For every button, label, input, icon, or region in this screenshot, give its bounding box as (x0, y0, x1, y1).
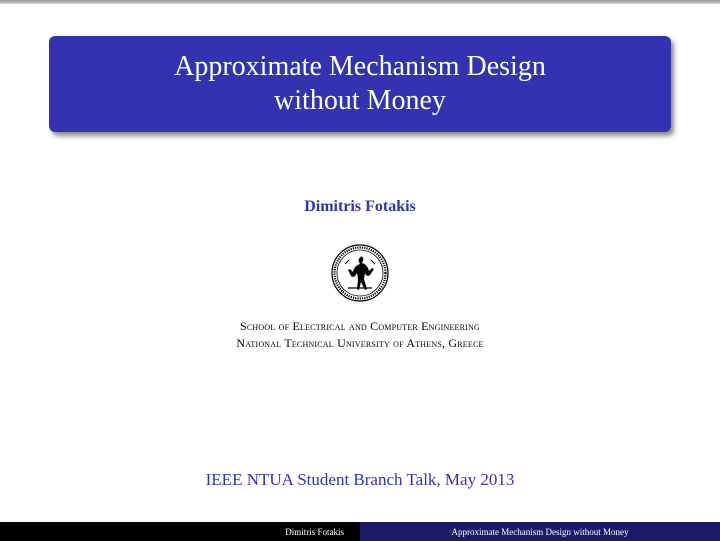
affiliation-university: National Technical University of Athens, Greece (236, 336, 484, 350)
footer-title-panel (360, 522, 720, 541)
footer-title: Approximate Mechanism Design without Money (451, 526, 629, 537)
author-name: Dimitris Fotakis (304, 198, 416, 215)
affiliation-school: School of Electrical and Computer Engineering (240, 319, 480, 333)
footer-author: Dimitris Fotakis (285, 526, 344, 537)
top-rule (0, 0, 720, 4)
talk-date: IEEE NTUA Student Branch Talk, May 2013 (205, 470, 515, 489)
slide-title-line-2: without Money (274, 85, 446, 116)
university-seal-icon (331, 244, 389, 302)
affiliation (0, 318, 720, 352)
title-box (49, 36, 671, 132)
footer (0, 522, 720, 541)
footer-author-panel (0, 522, 360, 541)
slide-title-line-1: Approximate Mechanism Design (174, 51, 546, 82)
